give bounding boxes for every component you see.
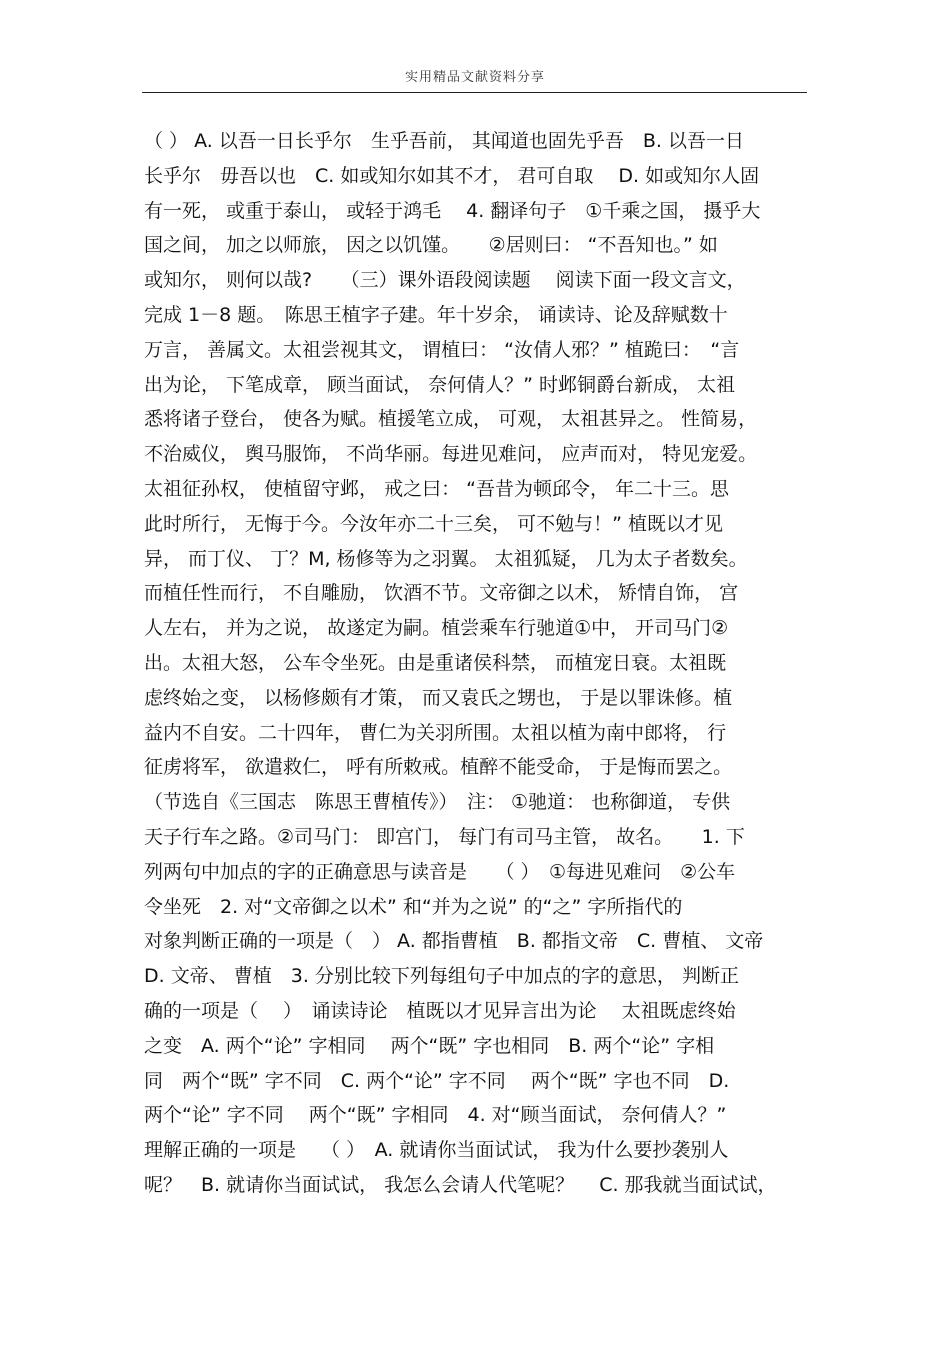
text-line: 益内不自安。二十四年， 曹仁为关羽所围。太祖以植为南中郎将， 行: [144, 721, 727, 744]
page-header-title: 实用精品文献资料分享: [404, 70, 545, 85]
text-line: （ ） A. 以吾一日长乎尔 生乎吾前， 其闻道也固先乎吾 B. 以吾一日: [144, 130, 744, 152]
text-line: 虑终始之变， 以杨修颇有才策， 而又袁氏之甥也， 于是以罪诛修。植: [144, 686, 733, 709]
text-line: （节选自《三国志 陈思王曹植传》） 注： ①驰道： 也称御道， 专供: [144, 791, 731, 814]
text-line: 而植任性而行， 不自雕励， 饮酒不节。文帝御之以术， 矫情自饰， 宫: [144, 582, 739, 605]
text-line: 太祖征孙权， 使植留守邺， 戒之曰： “吾昔为顿邱令， 年二十三。思: [144, 477, 730, 500]
text-line: D. 文帝、 曹植 3. 分别比较下列每组句子中加点的字的意思， 判断正: [144, 965, 739, 988]
text-line: 万言， 善属文。太祖尝视其文， 谓植曰： “汝倩人邪？” 植跪曰： “言: [144, 338, 740, 361]
text-line: 同 两个“既” 字不同 C. 两个“论” 字不同 两个“既” 字也不同 D.: [144, 1069, 730, 1092]
text-line: 征虏将军， 欲遣救仁， 呼有所敕戒。植醉不能受命， 于是悔而罢之。: [144, 756, 733, 779]
header-divider: [142, 92, 807, 93]
text-line: 呢？ B. 就请你当面试试， 我怎么会请人代笔呢？ C. 那我就当面试试，: [144, 1173, 777, 1196]
text-line: 有一死， 或重于泰山， 或轻于鸿毛 4. 翻译句子 ①千乘之国， 摄乎大: [144, 199, 761, 222]
text-line: 出为论， 下笔成章， 顾当面试， 奈何倩人？” 时邺铜爵台新成， 太祖: [144, 373, 736, 396]
text-line: 或知尔， 则何以哉? （三）课外语段阅读题 阅读下面一段文言文，: [144, 269, 746, 292]
text-line: 对象判断正确的一项是（ ） A. 都指曹植 B. 都指文帝 C. 曹植、 文帝: [144, 930, 764, 953]
text-line: 完成 1－8 题。 陈思王植字子建。年十岁余， 诵读诗、论及辞赋数十: [144, 303, 728, 326]
text-line: 异， 而丁仪、 丁？M, 杨修等为之羽翼。 太祖狐疑， 几为太子者数矣。: [144, 547, 748, 570]
text-line: 之变 A. 两个“论” 字相同 两个“既” 字也相同 B. 两个“论” 字相: [144, 1034, 715, 1057]
text-line: 出。太祖大怒， 公车令坐死。由是重诸侯科禁， 而植宠日衰。太祖既: [144, 651, 727, 674]
document-body: [144, 124, 816, 1203]
text-line: 悉将诸子登台， 使各为赋。植援笔立成， 可观， 太祖甚异之。 性简易，: [144, 408, 758, 431]
text-line: 此时所行， 无悔于今。今汝年亦二十三矣， 可不勉与！” 植既以才见: [144, 512, 723, 535]
text-line: 国之间， 加之以师旅， 因之以饥馑。 ②居则曰： “不吾知也。” 如: [144, 234, 718, 257]
text-line: 不治威仪， 舆马服饰， 不尚华丽。每进见难问， 应声而对， 特见宠爱。: [144, 443, 758, 466]
text-line: 长乎尔 毋吾以也 C. 如或知尔如其不才， 君可自取 D. 如或知尔人固: [144, 164, 760, 187]
text-line: 理解正确的一项是 （ ） A. 就请你当面试试， 我为什么要抄袭别人: [144, 1139, 729, 1162]
text-line: 确的一项是（ ） 诵读诗论 植既以才见异言出为论 太祖既虑终始: [144, 999, 736, 1022]
text-line: 人左右， 并为之说， 故遂定为嗣。植尝乘车行驰道①中， 开司马门②: [144, 617, 729, 640]
text-line: 天子行车之路。②司马门： 即宫门， 每门有司马主管， 故名。 1. 下: [144, 825, 745, 848]
text-line: 令坐死 2. 对“文帝御之以术” 和“并为之说” 的“之” 字所指代的: [144, 895, 683, 918]
text-line: 列两句中加点的字的正确意思与读音是 （ ） ①每进见难问 ②公车: [144, 860, 736, 883]
text-line: 两个“论” 字不同 两个“既” 字相同 4. 对“顾当面试， 奈何倩人？”: [144, 1104, 727, 1127]
